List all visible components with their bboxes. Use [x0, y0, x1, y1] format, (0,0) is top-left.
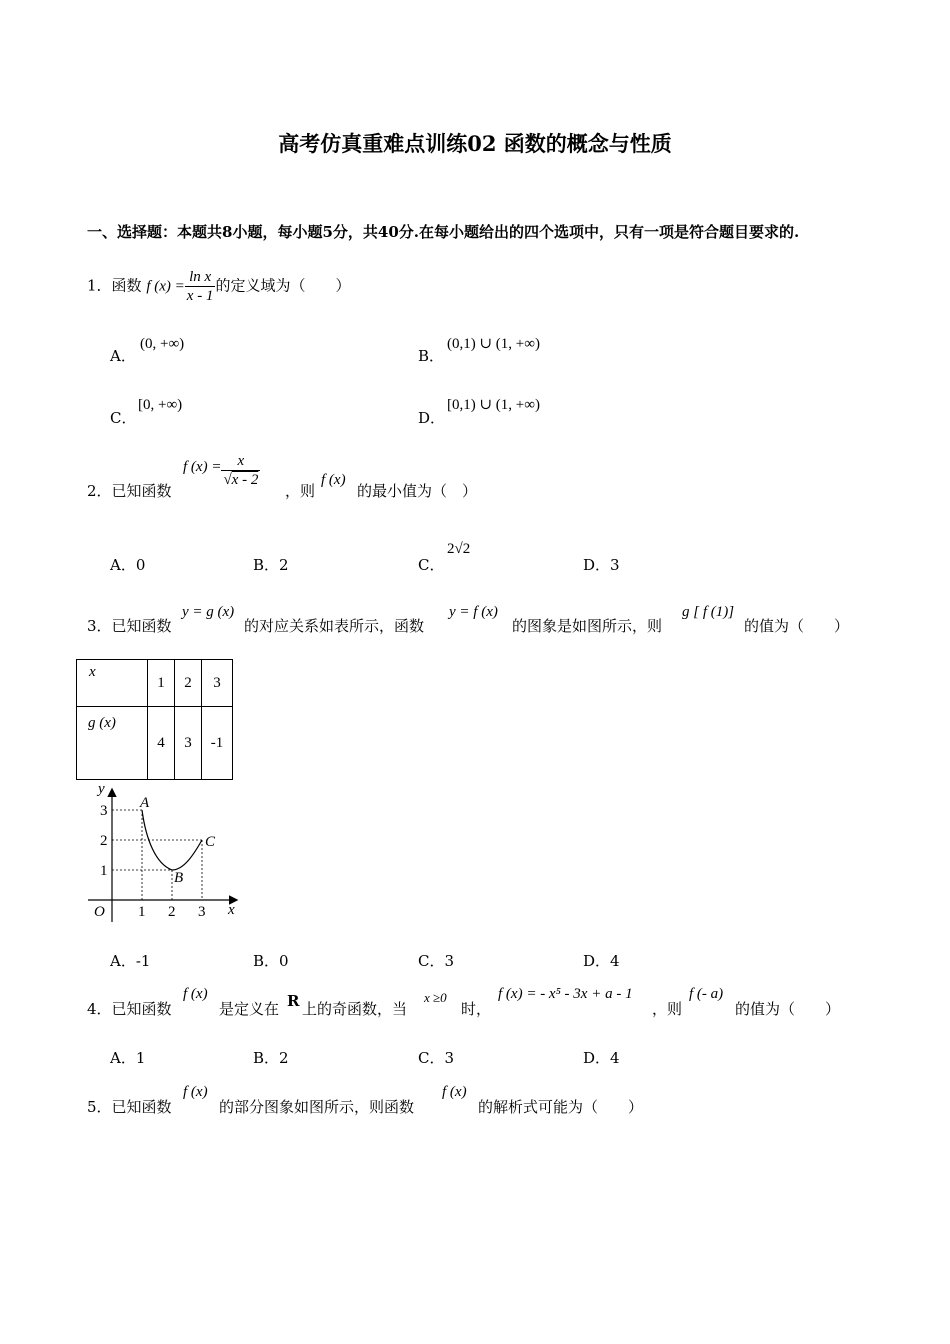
q4-option-d[interactable]: D．4 — [583, 1049, 620, 1067]
q1-denominator: x - 1 — [186, 288, 214, 304]
table-head-x: x — [77, 660, 148, 707]
q1-pre: 函数 — [111, 276, 142, 295]
q2-option-c-text: 2√2 — [447, 541, 471, 557]
table-cell: 4 — [148, 707, 175, 780]
page-title: 高考仿真重难点训练02 函数的概念与性质 — [278, 131, 672, 156]
q3-expr-g: y = g (x) — [182, 604, 235, 620]
q1-fraction — [185, 268, 216, 305]
q1-number: 1． — [87, 276, 112, 295]
q1-option-c[interactable]: C． — [110, 409, 137, 427]
q1-post: 的定义域为（ ） — [215, 276, 351, 295]
q4-option-c[interactable]: C．3 — [418, 1049, 455, 1067]
q4-mid3: 时， — [461, 1000, 492, 1018]
table-cell: 3 — [175, 707, 202, 780]
q1-option-c-text: [0, +∞) — [138, 397, 183, 413]
q2-prefix — [87, 480, 172, 501]
q3-option-d[interactable]: D．4 — [583, 952, 620, 970]
q4-option-a[interactable]: A．1 — [110, 1049, 146, 1067]
q5-prefix: 5．已知函数 — [87, 1098, 172, 1116]
table-cell: 2 — [175, 660, 202, 707]
graph-y-label: y — [98, 781, 105, 797]
point-c-label: C — [205, 834, 216, 850]
q1-option-a-text: (0, +∞) — [140, 336, 185, 352]
q4-mid4: ，则 — [652, 1000, 683, 1018]
q1-option-a[interactable]: A． — [110, 347, 136, 365]
x-tick-label: 1 — [138, 904, 146, 920]
q3-option-a[interactable]: A．-1 — [110, 952, 151, 970]
y-tick-label: 1 — [100, 863, 108, 879]
table-cell: 3 — [202, 660, 233, 707]
q2-option-c[interactable]: C． — [418, 556, 445, 574]
q3-prefix: 3．已知函数 — [87, 617, 172, 635]
q2-mid: ，则 — [285, 482, 316, 500]
q3-function-graph — [80, 780, 250, 930]
table-cell: 1 — [148, 660, 175, 707]
q4-prefix: 4．已知函数 — [87, 1000, 172, 1018]
q4-mid2: 上的奇函数，当 — [302, 1000, 408, 1018]
guide-lines — [112, 810, 202, 900]
q4-cond: x ≥0 — [424, 990, 447, 1005]
question-1 — [87, 268, 350, 305]
q1-option-d[interactable]: D． — [418, 409, 446, 427]
q3-option-c[interactable]: C．3 — [418, 952, 455, 970]
q3-mid2: 的图象是如图所示，则 — [512, 617, 663, 635]
q1-option-b-text: (0,1) ∪ (1, +∞) — [447, 336, 540, 352]
q4-expr: f (x) = - x⁵ - 3x + a - 1 — [498, 986, 633, 1002]
q3-expr-f: y = f (x) — [449, 604, 498, 620]
q1-option-d-text: [0,1) ∪ (1, +∞) — [447, 397, 540, 413]
table-head-gx: g (x) — [77, 707, 148, 780]
table-cell: -1 — [202, 707, 233, 780]
q2-fx: f (x) = — [183, 459, 222, 475]
q5-fx: f (x) — [183, 1084, 208, 1100]
q4-expr2: f (- a) — [689, 986, 724, 1002]
q3-option-b[interactable]: B．0 — [253, 952, 289, 970]
q5-fx2: f (x) — [442, 1084, 467, 1100]
x-tick-label: 2 — [168, 904, 176, 920]
q2-post: 的最小值为（ ） — [357, 482, 478, 500]
point-b-label: B — [174, 870, 184, 886]
q2-fraction — [221, 452, 260, 489]
q3-mid1: 的对应关系如表所示，函数 — [244, 617, 425, 635]
q4-post: 的值为（ ） — [735, 1000, 841, 1018]
q5-post: 的解析式可能为（ ） — [478, 1098, 644, 1116]
point-a-label: A — [140, 795, 150, 811]
q1-option-b[interactable]: B． — [418, 347, 445, 365]
q3-post: 的值为（ ） — [744, 617, 850, 635]
q2-option-b[interactable]: B．2 — [253, 556, 289, 574]
q2-option-d[interactable]: D．3 — [583, 556, 620, 574]
q2-numerator: x — [221, 452, 260, 471]
q2-number: 2． — [87, 482, 112, 500]
q1-numerator: ln x — [185, 268, 216, 287]
q2-pre: 已知函数 — [111, 482, 172, 500]
q2-fx2: f (x) — [321, 472, 346, 488]
graph-x-label: x — [228, 902, 235, 918]
q3-table — [76, 659, 233, 780]
section-header: 一、选择题：本题共8小题，每小题5分，共40分.在每小题给出的四个选项中，只有一项是符合题目要求的. — [87, 223, 800, 241]
y-tick-label: 2 — [100, 833, 108, 849]
graph-origin: O — [94, 904, 105, 920]
x-tick-label: 3 — [198, 904, 206, 920]
q1-fx: f (x) = — [146, 278, 185, 295]
table-row — [77, 707, 233, 780]
y-tick-label: 3 — [100, 803, 108, 819]
q4-fx: f (x) — [183, 986, 208, 1002]
q2-formula — [183, 452, 260, 489]
q5-mid: 的部分图象如图所示，则函数 — [219, 1098, 415, 1116]
q4-option-b[interactable]: B．2 — [253, 1049, 289, 1067]
q4-real-set: R — [287, 992, 300, 1010]
q3-expr-gf1: g [ f (1)] — [682, 604, 735, 620]
q2-denominator: √x - 2 — [223, 472, 259, 488]
table-row — [77, 660, 233, 707]
q4-mid1: 是定义在 — [219, 1000, 280, 1018]
q2-option-a[interactable]: A．0 — [110, 556, 146, 574]
